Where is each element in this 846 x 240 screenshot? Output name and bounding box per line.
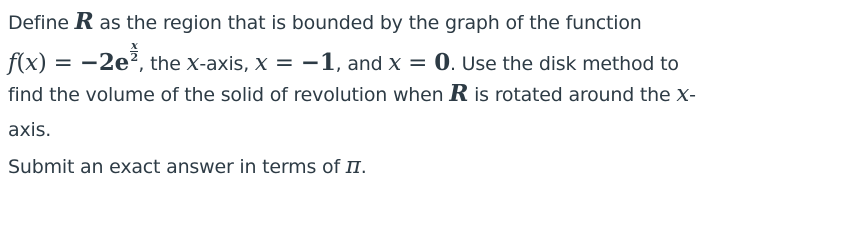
paren-open: ( <box>16 50 26 76</box>
problem-paragraph <box>8 4 840 148</box>
region-variable: R <box>74 8 94 35</box>
text-period: . <box>360 156 367 178</box>
pi-symbol: π <box>345 153 361 179</box>
problem-line-1 <box>8 4 840 40</box>
function-coefficient: −2e <box>79 49 130 76</box>
text-region-description: as the region that is bounded by the graph of the function <box>93 12 642 34</box>
bound2-equals: = <box>408 50 428 76</box>
text-submit: Submit an exact answer in terms of <box>8 156 346 178</box>
bound1-variable: x <box>254 50 268 76</box>
text-define: Define <box>8 12 75 34</box>
text-hyphen: - <box>689 84 696 106</box>
bound2-value: 0 <box>434 49 450 76</box>
bound1-value: −1 <box>300 49 336 76</box>
problem-line-4 <box>8 112 840 148</box>
bound2-variable: x <box>388 50 402 76</box>
problem-line-3 <box>8 76 840 112</box>
text-rotated: is rotated around the <box>468 84 677 106</box>
exponent-fraction <box>130 40 138 63</box>
problem-statement <box>8 4 840 184</box>
exponent-numerator: x <box>131 39 138 52</box>
region-variable-2: R <box>449 80 469 107</box>
text-axis: -axis, <box>199 53 255 75</box>
equals-sign: = <box>53 50 73 76</box>
x-axis-variable: x <box>186 50 200 76</box>
function-name: f <box>8 50 17 76</box>
text-the: , the <box>138 53 187 75</box>
paren-close: ) <box>37 50 47 76</box>
bound1-equals: = <box>274 50 294 76</box>
submit-instruction <box>8 148 840 184</box>
function-argument: x <box>25 50 38 76</box>
text-axis-end: axis. <box>8 119 52 141</box>
problem-line-2 <box>8 40 840 76</box>
text-disk-method: . Use the disk method to <box>450 53 679 75</box>
text-find-volume: find the volume of the solid of revolution when <box>8 84 450 106</box>
text-and: , and <box>335 53 389 75</box>
exponent-denominator: 2 <box>130 51 138 64</box>
rotation-axis-variable: x <box>676 81 690 107</box>
